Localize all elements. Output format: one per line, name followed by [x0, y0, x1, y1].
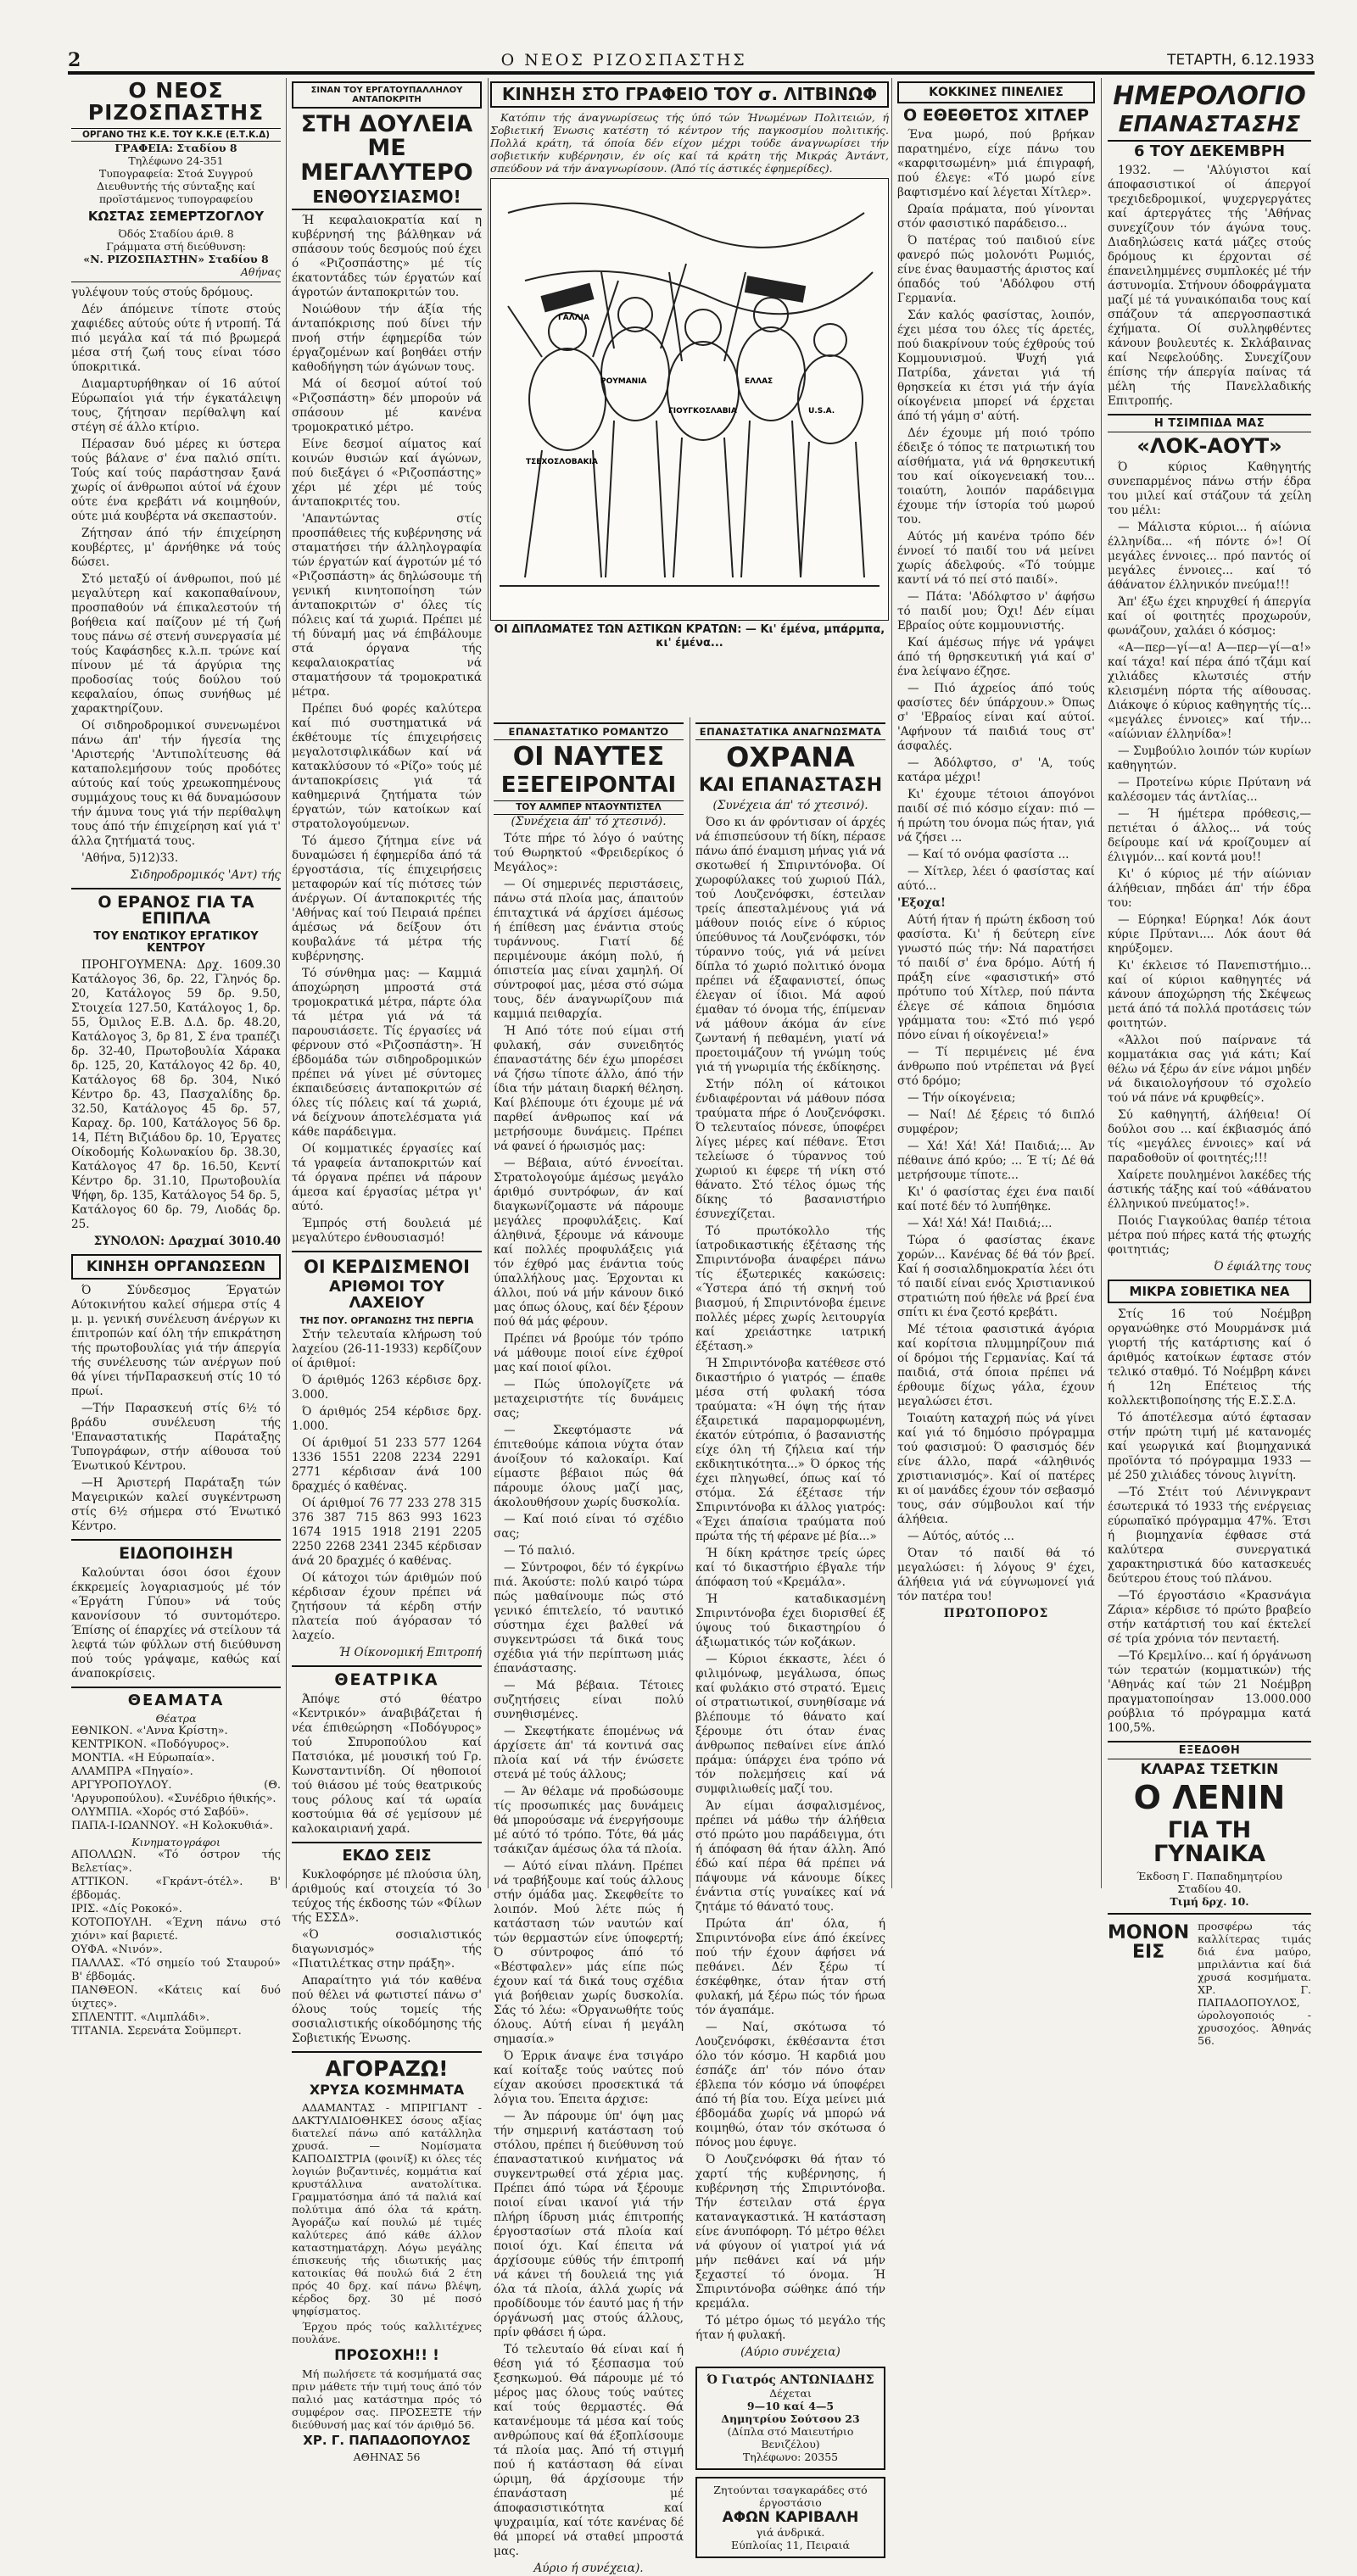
serial-paragraph: — Πώς ύπολογίζετε νά μεταχειριστήτε τίς δυνάμεις σας; [494, 1377, 684, 1420]
lottery-headline-2: ΑΡΙΘΜΟΙ ΤΟΥ ΛΑΧΕΙΟΥ [329, 1278, 444, 1312]
doctor-ad-line: Ό Γιατρός ΑΝΤΩΝΙΑΔΗΣ [706, 2372, 874, 2387]
article-paragraph: Οί κομματικές έργασίες καί τά γραφεία άνταποκριτών καί τά όργανα πρέπει νά πάρουν άμεσα καί έργασίας μέτρα γι' αύτό. [292, 1142, 482, 1214]
job-ad-line: ΑΦΩΝ ΚΑΡΙΒΑΛΗ [722, 2508, 859, 2526]
cinema-listing: ΑΠΟΛΛΩΝ. «Τό όστρον τής Βελετίας». [71, 1848, 281, 1876]
serial-paragraph: — Σκεφτήκατε έπομένως νά άρχίσετε άπ' τά κοντινά σας πλοία καί νά τήν ένώσετε στενά μέ τούς άλλους; [494, 1724, 684, 1781]
lockout-paragraph: «Άλλοι πού παίρνανε τά κομματάκια σας γιά κάτι; Καί θέλω νά ξέρω άν είνε νάμοι μηδέν νά δικαιολογήσουν τό σχολείο τού νά πάνε νά κρυφθείς». [1108, 1033, 1311, 1105]
reading-paragraph: — Ναί, σκότωσα τό Λουζενόφσκι, έκθέσαντα έτσι όλο τόν κόσμο. Ή καρδιά μου έσπάζε άπ' τόν πόνο όταν έβλεπα τόν κόσμο νά ύποφέρει άπό τή βία του. Είχα μείνει μιά έβδομάδα χωρίς νά μπορώ νά κοιμηθώ, όταν τόν σκότωσα ό πόνος μου έφυγε. [695, 2020, 885, 2149]
article-paragraph: Δέν άπόμεινε τίποτε στούς χαφιέδες αύτούς ούτε ή ντροπή. Τά πιό μεγάλα καί τά πιό βρωμερά μέσα στή ζωή τους είναι τόσο ύποκριτικά. [71, 302, 281, 374]
article-paragraph: 'Αθήνα, 5)12)33. [81, 850, 179, 865]
prosoxi-address: ΑΘΗΝΑΣ 56 [353, 2451, 421, 2464]
prosoxi-title: ΠΡΟΣΟΧΗ!! ! [334, 2346, 439, 2364]
lockout-paragraph: Ποιός Γιαγκούλας θαπέρ τέτοια μέτρα πού πήρες κατά τής φτωχής φοιτητιάς; [1108, 1213, 1311, 1257]
satire-headline: Ο ΕΘΕΘΕΤΟΣ ΧΙΤΛΕΡ [902, 106, 1089, 125]
ad-subtitle: ΧΡΥΣΑ ΚΟΣΜΗΜΑΤΑ [309, 2081, 465, 2098]
cartoon-label: U.S.A. [808, 407, 835, 415]
office-line: Τηλέφωνο 24-351 [128, 153, 224, 167]
lottery-subtitle: ΤΗΣ ΠΟΥ. ΟΡΓΑΝΩΣΗΣ ΤΗΣ ΠΕΡΓΙΑ [299, 1315, 474, 1326]
cinema-listing: ΚΟΤΟΠΟΥΛΗ. «Έχνη πάνω στό χιόνι» καί βαριετέ. [71, 1916, 281, 1943]
calendar-headline: ΗΜΕΡΟΛΟΓΙΟ [1113, 81, 1306, 111]
office-line: Διευθυντής τής σύνταξης καί προϊστάμενος τυπογραφείου [96, 179, 256, 205]
cartoon-illustration [490, 178, 889, 621]
lottery-paragraph: Ό άριθμός 254 κέρδισε δρχ. 1.000. [292, 1404, 482, 1433]
reading-headline-2: ΚΑΙ ΕΠΑΝΑΣΤΑΣΗ [698, 774, 883, 796]
article-paragraph: Διαμαρτυρήθηκαν οί 16 αύτοί Εύρωπαίοι γιά τήν έγκατάλειψη τους, ζήτησαν περίθαλψη καί στέγη σέ άλλο κτίριο. [71, 376, 281, 434]
lottery-paragraph: Οί άριθμοί 76 77 233 278 315 376 387 715 863 993 1623 1674 1915 1918 2191 2205 2250 2268 2341 2345 κέρδισαν άνά 20 δραχμές ό καθένας. [292, 1496, 482, 1568]
satire-paragraph: Ωραία πράματα, πού γίνονται στόν φασιστικό παράδεισο... [897, 202, 1095, 231]
serial-paragraph: — Σύντροφοι, δέν τό έγκρίνω πιά. Άκούστε: πολύ καιρό τώρα πώς μαθαίνουμε πώς στό γενικό έπιτελείο, τό ναυτικό σύστημα έχει βαλθεί νά συγκεντρώσει τά δικά τους σχέδια γιά τήν περίπτωση μιάς έπανάστασης. [494, 1560, 684, 1676]
job-ad [695, 2477, 885, 2558]
reading-headline: ΟΧΡΑΝΑ [726, 741, 855, 773]
article-paragraph: Ζήτησαν άπό τήν έπιχείρηση κουβέρτες, μ' άρνήθηκε νά τούς δώσει. [71, 526, 281, 569]
cinema-listing: ΠΑΝΘΕΟΝ. «Κάτεις καί δυό ύιχτες». [71, 1984, 281, 2011]
cartoon-section [490, 78, 889, 653]
final-ad-text: προσφέρω τάς καλλίτερας τιμάς διά ένα μαύρο, μπριλάντια καί διά χρυσά κοσμήματα. ΧΡ. Γ. ΠΑΠΑΔΟΠΟΥΛΟΣ, ώρολογοποιός - χρυσοχόος. Άθηνάς 56. [1198, 1920, 1311, 2048]
ekdoseis-title: ΕΚΔΟ ΣΕΙΣ [342, 1846, 432, 1865]
serial-paragraph: — Καί ποιό είναι τό σχέδιο σας; [494, 1512, 684, 1541]
satire-paragraph: — Χίτλερ, λέει ό φασίστας καί αύτό... [897, 864, 1095, 893]
serial-headline: ΟΙ ΝΑΥΤΕΣ [512, 742, 665, 772]
satire-paragraph: — Αύτός, αύτός ... [907, 1529, 1015, 1543]
satire-paragraph: — Πιό άχρείος άπό τούς φασίστες δέν ύπάρχουν.» Όπως σ' 'Εβραίος είναι καί αύτοί. 'Αφήνουν τά παιδιά τους στ' άσφαλές. [897, 681, 1095, 753]
notice-title: ΕΙΔΟΠΟΙΗΣΗ [119, 1543, 233, 1563]
reading-kicker: ΕΠΑΝΑΣΤΑΤΙΚΑ ΑΝΑΓΝΩΣΜΑΤΑ [695, 722, 885, 740]
cinemas-label: Κινηματογράφοι [131, 1836, 221, 1849]
published-label: ΕΞΕΔΟΘΗ [1108, 1741, 1311, 1759]
satire-paragraph: Κι' έχουμε τέτοιοι άπογόνοι παιδί σέ πιό κόσμο είχαν: πιό — ή πρώτη του όνομα πώς ήταν, γιά νά ζήσει ... [897, 787, 1095, 845]
calendar-paragraph: 1932. — 'Αλύγιστοι καί άποφασιστικοί οί άπεργοί τρεχιδεδρομικοί, ψυχεργεργάτες καί άρτεργάτες τής 'Αθήνας συνεχίζουν τόν άγώνα τους. Διαδηλώσεις κατά μάζες στούς δρόμους κι έρχονται σέ έπανειλημμένες συμπλοκές μέ τήν άστυνομία. Στήνουν όδοφράγματα μαζί μέ τά γυναικόπαιδα τους καί σπάζουν τά απεργοσπαστικά έχήματα. Οί συλληφθέντες κάνουν βουλευτές κ. Σκλάβαινας καί Νεφελούδης. Συνεχίζουν έπίσης τήν άπεργία παίνας τά μέλη τής Πανελλαδικής Επιτροπής. [1108, 163, 1311, 408]
lockout-paragraph: Ό κύριος Καθηγητής συνεπαρμένος πάνω στήν έδρα του μιλεί καί στάζουν τά χείλη του μέλι: [1108, 460, 1311, 517]
soviet-news-paragraph: Στίς 16 τού Νοέμβρη οργανώθηκε στό Μουρμάνσκ μιά γιορτή τής κατάρτισης καί ό άριθμός κατοίκων έφτασε στόν τελικό σταθμό. Τό Νοέμβρη κάνει ή 12η Επέτειος τής κολλεκτιβοποίησης τής Ε.Σ.Σ.Δ. [1108, 1307, 1311, 1408]
serial-paragraph: — Τό παλιό. [504, 1543, 576, 1558]
ad-paragraph: Έρχου πρός τούς καλλιτέχνες πουλάνε. [292, 2319, 482, 2345]
article-paragraph: Ή κεφαλαιοκρατία καί η κυβέρνησή της βάλθηκαν νά σπάσουν τούς δεσμούς πού έχει ό «Ριζοσπάστης» μέ τίς έκατοντάδες τών έργατών καί άγροτών άνταποκριτών του. [292, 214, 482, 300]
masthead-date: ΤΕΤΑΡΤΗ, 6.12.1933 [1167, 52, 1315, 69]
ekdoseis-paragraph: Απαραίτητο γιά τόν καθένα πού θέλει νά φωτιστεί πάνω σ' όλους τούς τομείς τής σοσιαλιστικής οίκοδόμησης τής Σοβιετικής Ένωσης. [292, 1973, 482, 2045]
serial-paragraph: — Αύτό είναι πλάνη. Πρέπει νά τραβήξουμε καί τούς άλλους στήν όμάδα μας. Σκεφθείτε το λοιπόν. Μού λέτε πώς ή κατάσταση τών ναυτών καί τών θερμαστών είνε ύποφερτή; Ό σύντροφος άπό τό «Βέστφαλεν» μάς είπε πώς έχουν καί τά δικά τους σχέδια γιά βοήθειαν χωρίς δυσκολία. Σάς τό λέω: «Όργανωθήτε τούς όλους. Αύτή είναι ή μεγάλη σημασία.» [494, 1859, 684, 2046]
serial-byline: ΤΟΥ ΑΛΜΠΕΡ ΝΤΑΟΥΝΤΙΣΤΕΛ [494, 800, 684, 815]
cartoon-label: ΓΙΟΥΓΚΟΣΛΑΒΙΑ [668, 407, 737, 415]
doctor-ad-line: Δημητρίου Σούτσου 23 [721, 2412, 860, 2425]
satire-paragraph: — Χά! Χά! Χά! Παιδιά;... [907, 1216, 1053, 1230]
serial-paragraph: Ή Από τότε πού είμαι στή φυλακή, σάν συνειδητός έπαναστάτης δέν έχω μπορέσει νά ζήσω τίποτε άλλο, άπό τήν ίδια τήν μάταιη διαρκή θέληση. Καί βλέπουμε ότι έχουμε μέ νά παρθεί άνθρωπος καί νά μετρήσουμε δυνάμεις. Πρέπει νά φανεί ό ήρωισμός μας: [494, 1023, 684, 1153]
lockout-paragraph: «Α—περ—γί—α! Α—περ—γί—α!» καί τάχα! καί πέρα άπό τζάμι καί χιλιάδες κλωτσιές στήν κλεισμένη πόρτα τής αίθουσας. Διάκοψε ό κύριος καθηγητής τίς... «μεγάλες έννοιες» καί τήν... «αίώνιαν έλληνίδα»! [1108, 640, 1311, 741]
lockout-paragraph: — Μάλιστα κύριοι... ή αίώνια έλληνίδα... «ή πόντε ό»! Οί μεγάλες έννοιες... πρό παντός οί μεγάλες έννοιες... καί τό άθάνατον έλληνικόν πνεύμα!!! [1108, 520, 1311, 592]
theatrika-text: Άπόψε στό θέατρο «Κεντρικόν» άναβιβάζεται ή νέα έπιθεώρηση «Ποδόγυρος» τού Σπυροπούλου καί Πατσιόκα, μέ μουσική τού Γρ. Κωνσταντινίδη. Οί ηθοποιοί τού θιάσου μέ τούς θεατρικούς τους ρόλους καί τά ωραία κοστούμια θά σέ γεμίσουν μέ καλοκαιριανή χαρά. [292, 1692, 482, 1836]
reading-paragraph: Άν είμαι άσφαλισμένος, πρέπει νά μάθω τήν άλήθεια στό πρώτο μου παράδειγμα, ότι ή άπόφαση θά ήταν άλλη. Άπό έδώ καί πέρα θά πρέπει νά πάψουμε νά κάνουμε δίκες ένάντια στίς γυναίκες καί νά ζητάμε τό θάνατό τους. [695, 1798, 885, 1914]
cinema-listing: ΠΑΛΛΑΣ. «Τό σημείο τού Σταυρού» Β' έβδομάς. [71, 1957, 281, 1984]
serial-headline-2: ΕΞΕΓΕΙΡΟΝΤΑΙ [500, 772, 677, 798]
satire-paragraph: Αύτή ήταν ή πρώτη έκδοση τού φασίστα. Κι' ή δεύτερη είνε γνωστό πώς τήν: Νά παρατήσει τό παιδί σ' ένα δρόμο. Αύτή ή πράξη είνε «φασιστική» στό πρότυπο τού Χίτλερ, πού πάντα έλεγε σέ κάποια δημόσια γράμματα του: «Στό πιό γερό πόνο είναι ή οίκογένεια!» [897, 912, 1095, 1042]
cartoon-headline: ΚΙΝΗΣΗ ΣΤΟ ΓΡΑΦΕΙΟ ΤΟΥ σ. ΛΙΤΒΙΝΩΦ [490, 81, 889, 108]
article-signature: Σιδηροδρομικός 'Αντ) τής [130, 867, 281, 882]
cinema-listing: ΣΠΛΕΝΤΙΤ. «Λιμπλάδι». [71, 2011, 209, 2025]
calendar-date: 6 ΤΟΥ ΔΕΚΕΜΒΡΗ [1108, 140, 1311, 160]
column-4 [692, 717, 889, 2551]
serial-paragraph: Ό Έρρικ άναψε ένα τσιγάρο καί κοίταξε τούς ναύτες πού είχαν ακούσει προσεκτικά τά λόγια του. Έπειτα άρχισε: [494, 2049, 684, 2106]
serial-end: Αύριο ή συνέχεια). [533, 2561, 644, 2575]
lockout-paragraph: Χαίρετε πουλημένοι λακέδες τής άστικής τάξης καί τού «άθάνατου έλληνικού πνεύματος!». [1108, 1168, 1311, 1211]
lottery-signature: Ή Οίκονομική Επιτροπή [338, 1645, 482, 1659]
theatre-listing: ΑΡΓΥΡΟΠΟΥΛΟΥ. (Θ. 'Αργυροπούλου). «Συνέδριο ήθικής». [71, 1779, 281, 1806]
serial-paragraph: — Μά βέβαια. Τέτοιες συζητήσεις είναι πολύ συνηθισμένες. [494, 1678, 684, 1721]
soviet-news-paragraph: Τό άποτέλεσμα αύτό έφτασαν στήν πρώτη τιμή μέ κατανομές καί γεωργικά καί βιομηχανικά προϊόντα τό πρόγραμμα 1933 — μέ 250 χιλιάδες τόνους λιγνίτη. [1108, 1410, 1311, 1482]
cartoon-label: ΓΑΛΛΙΑ [558, 314, 589, 322]
column-6 [1104, 78, 1315, 2048]
lottery-paragraph: Οί άριθμοί 51 233 577 1264 1336 1551 2208 2234 2291 2771 κέρδισαν άνά 100 δραχμές ό καθένας. [292, 1436, 482, 1493]
satire-paragraph: — Ναί! Δέ ξέρεις τό διπλό συμφέρον; [897, 1107, 1095, 1136]
editor-line: Όδός Σταδίου άριθ. 8 [118, 226, 234, 240]
prosoxi-name: ΧΡ. Γ. ΠΑΠΑΔΟΠΟΥΛΟΣ [303, 2432, 471, 2448]
reading-paragraph: Ή καταδικασμένη Σπιριντόνοβα έχει διορισθεί έξ ύψους τού δικαστηρίου ό άξιωματικός τών κοζάκων. [695, 1592, 885, 1649]
page-masthead [68, 49, 1315, 75]
cinema-listing: ΟΥΦΑ. «Νινόν». [71, 1943, 163, 1957]
satire-paragraph: — Χά! Χά! Χά! Παιδιά;... Άν πέθαινε άπό κρύο; ... Έ τί; Δέ θά μετρήσουμε τίποτε... [897, 1139, 1095, 1182]
satire-signature: ΠΡΩΤΟΠΟΡΟΣ [943, 1606, 1049, 1620]
reading-paragraph: — Κύριοι έκκαστε, λέει ό φιλιμόνωφ, μεγάλωσα, όπως καί φυλάκιο στό στρατό. Έμεις οί στρατιωτικοί, συνηθίσαμε νά βλέπουμε τό θάνατο καί ξέρουμε ότι όταν ένας άνθρωπος πεθαίνει είνε άπλό πράμα: ύπάρχει ένα τρόπο νά τόν πολεμήσεις καί νά συμφιλιωθείς μαζί του. [695, 1652, 885, 1796]
serial-paragraph: — Οί σημερινές περιστάσεις, πάνω στά πλοία μας, άπαιτούν έπιταχτικά νά άρχίσει άμέσως ή έπίθεση μας ένάντια στούς τυράννους. Γιατί δέ περιμένουμε άκόμη πολύ, ή όπιστεία μας είναι χαμηλή. Οί σύντροφοί μας, μέσα στό σώμα τους, δέν άναγνωρίζουν πιά καμμιά πειθαρχία. [494, 877, 684, 1021]
eranos-subtitle: ΤΟΥ ΕΝΩΤΙΚΟΥ ΕΡΓΑΤΙΚΟΥ ΚΕΝΤΡΟΥ [93, 930, 259, 956]
satire-paragraph: Σάν καλός φασίστας, λοιπόν, έχει μέσα του όλες τίς άρετές, πού διακρίνουν τούς έχθρούς τού Κομμουνισμού. Ψυχή γιά Πατρίδα, χάνεται γιά τή θρησκεία κι έτσι γιά τήν άγία οίκογένεια μπορεί νά έρχεται άπό τή γάμη σ' αύτή. [897, 308, 1095, 423]
lockout-paragraph: Κι' έκλεισε τό Πανεπιστήμιο... καί οί κύριοι καθηγητές νά κάνουν άποχώρηση τής Σκέψεως μετά άπό τά πολλά προτάσεις τών φοιτητών. [1108, 958, 1311, 1030]
book-title-2: ΓΙΑ ΤΗ ΓΥΝΑΙΚΑ [1153, 1816, 1266, 1867]
article-headline: ΣΤΗ ΔΟΥΛΕΙΑ ΜΕ ΜΕΓΑΛΥΤΕΡΟ [300, 111, 473, 186]
editor-name: ΚΩΣΤΑΣ ΣΕΜΕΡΤΖΟΓΛΟΥ [87, 208, 265, 224]
cartoon-label: ΤΣΕΧΟΣΛΟΒΑΚΙΑ [526, 458, 598, 466]
satire-paragraph: Τοιαύτη καταχρή πώς νά γίνει καί γιά τό δημόσιο πρόγραμμα τού φασισμού: Ό φασισμός δέν είνε άλλο, παρά «άληθινός χριστιανισμός». Καί οί πατέρες κι οί μανάδες έχουν τόν σεβασμό τους, σάν σύμβουλοι καί τήν άλήθεια. [897, 1411, 1095, 1526]
job-ad-line: Εύπλοίας 11, Πειραιά [731, 2538, 850, 2551]
book-title: Ο ΛΕΝΙΝ [1133, 1778, 1286, 1816]
cartoon-label: ΡΟΥΜΑΝΙΑ [600, 377, 647, 386]
reading-paragraph: Ή Σπιριντόνοβα κατέθεσε στό δικαστήριο ό γιατρός — έπαθε μέσα στή φυλακή τόσα τραύματα: «Ή όψη τής ήταν έξαιρετικά παραμορφωμένη, έκατόν εύτρόπια, ό βασανιστής είχε όλη τή ζήλεια καί τήν εκδικητικότητα...» Ό όρκος τής έχει πληγωθεί, όπως καί τό στόμα. Σά έξέτασε τήν Σπιριντόνοβα κι άλλος γιατρός: «Έχει άπαίσια τραύματα πού πρώτα τής τή φέρανε μέ βία...» [695, 1356, 885, 1543]
final-ad-head: ΜΟΝΟΝ ΕΙΣ [1108, 1922, 1190, 1964]
eranos-total: ΣΥΝΟΛΟΝ: Δραχμαί 3010.40 [93, 1234, 281, 1248]
final-ad [1108, 1920, 1311, 2049]
editor-line: Αθήνας [240, 265, 281, 278]
theatre-listing: ΚΕΝΤΡΙΚΟΝ. «Ποδόγυρος». [71, 1738, 230, 1752]
serial-paragraph: — Σκεφτόμαστε νά έπιτεθούμε κάποια νύχτα όταν άνοίξουν τό καλοκαίρι. Καί είμαστε βέβαιοι πώς θά πάρουμε όλους μαζί μας, άκολουθήσουν χωρίς δυσκολία. [494, 1423, 684, 1509]
prosoxi-text: Μή πωλήσετε τά κοσμήματά σας πριν μάθετε τήν τιμή τους άπό τόν παλιό μας κατάστημα πρός τό συμφέρον σας. ΠΡΟΣΕΞΤΕ τήν διεύθυνσή μας καί τόν άριθμό 56. [292, 2367, 482, 2431]
kinisi-title: ΚΙΝΗΣΗ ΟΡΓΑΝΩΣΕΩΝ [71, 1254, 281, 1280]
article-paragraph: Τό άμεσο ζήτημα είνε νά δυναμώσει ή έφημερίδα άπό τά έργοστάσια, τίς έπιχειρήσεις μεταφορών καί τίς πιότσες τών άνέργων. Οί άνταποκριτές τής 'Αθήνας καί τού Πειραιά πρέπει άμέσως νά δείξουν ότι κουβαλάνε τά μέτρα τής κυβέρνησης. [292, 834, 482, 964]
soviet-news-title: ΜΙΚΡΑ ΣΟΒΙΕΤΙΚΑ ΝΕΑ [1108, 1280, 1311, 1303]
article-paragraph: Στό μεταξύ οί άνθρωποι, πού μέ μεγαλύτερη καί κακοπαθαίνουν, προσπαθούν νά έπικαλεστούν τή βοήθεια καί παίζουν μέ τή ζωή τους πάνω σέ στενή συνεργασία μέ τούς Καφάσηδες κ.λ.π. τρώνε καί πίνουν μέ τά άργύρια της προδοσίας τούς δούλου τού κεφαλαίου, όπως συνήθως μέ χαρακτηρίζουν. [71, 572, 281, 716]
article-paragraph: Πρέπει δυό φορές καλύτερα καί πιό συστηματικά νά έκθέτουμε τίς έπιχειρήσεις μεγαλοτσιφλικάδων καί νά κατακλύσουν τό «Ρίζο» τούς μέ άνταποκρίσεις γιά τά καθημερινά ζητήματα τών έργατών, τών κατοίκων καί στρατολογούμενων. [292, 702, 482, 832]
office-line: Τυπογραφεία: Στοά Συγγρού [98, 166, 254, 180]
ad-paragraph: ΑΔΑΜΑΝΤΑΣ - ΜΠΡΙΓΙΑΝΤ - ΔΑΚΤΥΛΙΔΙΟΘΗΚΕΣ όσους αξίας διατελεί πάνω από κατάλληλα χρυσά. — Νομίσματα ΚΑΠΟΔΙΣΤΡΙΑ (φοινίξ) κι όλες τές λογιών βυζαντινές, κομμάτια καί κρυστάλλινα ανατολίτικα. Γραμματόσημα άπό τά παλιά καί πολύτιμα άπό όλα τά κράτη. Άγοράζω καί πουλώ μέ τιμές καλύτερες άπό κάθε άλλον καταστηματάρχη. Λόγω μεγάλης έπισκευής τής ιδιωτικής μας κατοικίας θά πουλώ διά 2 έτη πρός 40 δρχ. καί πάνω βλέψη, κέρδος δρχ. 30 μέ ποσό ψηφίσματος. [292, 2100, 482, 2317]
article-paragraph: Έμπρός στή δουλειά μέ μεγαλύτερο ένθουσιασμό! [292, 1217, 482, 1246]
satire-paragraph: Όταν τό παιδί θά τό μεγαλώσει: ή λόγους 9' έχει, άλήθεια γιά νά εύγνωμονεί γιά τόν πατέρα του! [897, 1546, 1095, 1603]
reading-paragraph: Τό μέτρο όμως τό μεγάλο τής ήταν ή φυλακή. [695, 2313, 885, 2342]
serial-paragraph: Πρέπει νά βρούμε τόν τρόπο νά μάθουμε ποιοί είνε έχθροί μας καί ποιοί φίλοι. [494, 1331, 684, 1374]
satire-paragraph: — Τί περιμένεις μέ ένα άνθρωπο πού ντρέπεται νά βγεί στό δρόμο; [897, 1045, 1095, 1088]
theatre-listing: ΠΑΠΑ-Ι-ΙΩΑΝΝΟΥ. «Η Κολοκυθιά». [71, 1820, 273, 1833]
theatre-listing: ΟΛΥΜΠΙΑ. «Χορός στό Σαβόϋ». [71, 1806, 249, 1820]
theatre-listing: ΕΘΝΙΚΟΝ. «'Αννα Κρίστη». [71, 1725, 228, 1738]
theamata-title: ΘΕΑΜΑΤΑ [127, 1691, 225, 1709]
book-author: ΚΛΑΡΑΣ ΤΣΕΤΚΙΝ [1140, 1760, 1279, 1778]
column-2 [288, 78, 485, 2464]
column-divider [286, 78, 287, 1888]
serial-paragraph: Τότε πήρε τό λόγο ό ναύτης τού Θωρηκτού «Φρειδερίκος ό Μεγάλος»: [494, 831, 684, 874]
lockout-title: «ΛΟΚ-ΑΟΥΤ» [1136, 433, 1282, 458]
satire-paragraph: Τώρα ό φασίστας έκανε χορών... Κανένας δέ θά τόν βρεί. Καί ή σοσιαλδημοκρατία λέει ότι τό παιδί είναι ενός Χριστιανικού στρατιώτη πού ήθελε νά βρεί ένα σπίτι κι ένα ζεστό κρεβάτι. [897, 1233, 1095, 1319]
kinisi-paragraph: —Τήν Παρασκευή στίς 6½ τό βράδυ συνέλευση τής 'Επαναστατικής Παράταξης Τυπογράφων, στήν αίθουσα τού Ένωτικού Κέντρου. [71, 1401, 281, 1473]
article-kicker: ΣΙΝΑΝ ΤΟΥ ΕΡΓΑΤΟΥΠΑΛΛΗΛΟΥ ΑΝΤΑΠΟΚΡΙΤΗ [292, 81, 482, 109]
satire-subhead: 'Εξοχα! [897, 895, 947, 910]
reading-continued: (Συνέχεια άπ' τό χτεσινό). [712, 798, 868, 812]
tsimpida-label: Η ΤΣΙΜΠΙΔΑ ΜΑΣ [1108, 414, 1311, 432]
ekdoseis-paragraph: Κυκλοφόρησε μέ πλούσια ύλη, άριθμούς καί στοιχεία τό 3ο τεύχος τής έκδοσης τών «Φίλων τής ΕΣΣΔ». [292, 1867, 482, 1925]
column-divider [1101, 78, 1102, 1888]
office-line: ΓΡΑΦΕΙΑ: Σταδίου 8 [114, 141, 237, 154]
doctor-ad-line: Τηλέφωνο: 20355 [742, 2450, 839, 2463]
eranos-list: ΠΡΟΗΓΟΥΜΕΝΑ: Δρχ. 1609.30 Κατάλογος 36, δρ. 22, Γληνός δρ. 20, Κατάλογος 59 δρ. 9.50, Στοιχεία 127.50, Κατάλογος 1, δρ. 55, Όμιλος Ε.Β. Δ.Δ. δρ. 48.20, Κατάλογος 3, δρ 81, Σ ένα τραπέζι δρ. 32-40, Πρωτοβουλία Χάρακα δρ. 125, 20, Κατάλογος 42 δρ. 40, Κατάλογος 68 δρ. 304, Νικό Κέντρο δρ. 43, Πασχαλίδης δρ. 32.50, Κατάλογος 45 δρ. 57, Καραχ. δρ. 100, Κατάλογος 56 δρ. 14, Πέτη Βιζιάδου δρ. 10, Έργατες Οίκοδομής Κολωνακίου δρ. 38.30, Κατάλογος 47 δρ. 16.50, Κεντί Κέντρο δρ. 31.10, Πρωτοβουλία Ψήφη, δρ. 135, Κατάλογος 54 δρ. 5, Κατάλογος 60 δρ. 79, Λιοδάς δρ. 25. [71, 957, 281, 1231]
lockout-paragraph: Σύ καθηγητή, άλήθεια! Οί δούλοι σου ... καί έκβιασμός άπό τίς «μεγάλες έννοιες» καί νά παραδοθοϋν οί φοιτητές;!!! [1108, 1107, 1311, 1165]
paper-organ: ΟΡΓΑΝΟ ΤΗΣ Κ.Ε. ΤΟΥ Κ.Κ.Ε (Ε.Τ.Κ.Δ) [71, 128, 281, 142]
satire-paragraph: Καί άμέσως πήγε νά γράψει άπό τή θρησκευτική γιά καί σ' ένα λείψανο έζησε. [897, 635, 1095, 678]
reading-paragraph: Πρώτα άπ' όλα, ή Σπιριντόνοβα είνε άπό έκείνες πού τήν έχουν άφήσει νά πεθάνει. Δέν ξέρω τί έσκέφθηκε, όταν ήταν στή φυλακή, μά ξέρω πώς τόν ήρωα τόν άγαπάμε. [695, 1916, 885, 2017]
paper-name: Ο ΝΕΟΣ ΡΙΖΟΣΠΑΣΤΗΣ [87, 78, 265, 125]
cartoon-lead: Κατόπιν τής άναγνωρίσεως τής ύπό τών Ήνωμένων Πολιτειών, ή Σοβιετική Ένωσις κατέστη τό κέντρον τής παγκοσμίου πολιτικής. Πολλά κράτη, τά όποία δέν είχον μέχρι τούδε άναγνωρίσει τήν σοβιετικήν κυβέρνησιν, έν οίς καί τά κράτη τής Μικράς Άντάντ, σπεύδουν νά τήν άναγνωρίσουν. (Άπό τίς άστικές έφημερίδες). [490, 111, 889, 175]
theatrika-title: ΘΕΑΤΡΙΚΑ [334, 1670, 439, 1689]
lockout-paragraph: Κι' ό κύριος μέ τήν αίώνιαν άλήθειαν, πηδάει άπ' τήν έδρα του: [1108, 867, 1311, 910]
serial-continued: (Συνέχεια άπ' τό χτεσινό). [511, 814, 667, 828]
lockout-signature: Ό έφιάλτης τους [1214, 1259, 1311, 1274]
soviet-news-paragraph: —Τό έργοστάσιο «Κρασνάγια Ζάρια» κέρδισε τό πρώτο βραβείο στήν κατάρτισή του καί έκτελεί σέ τρία χρόνια τόν πενταετή. [1108, 1588, 1311, 1646]
kinisi-paragraph: Ό Σύνδεσμος Έργατών Αύτοκινήτου καλεί σήμερα στίς 4 μ. μ. γενική συνέλευση άνέργων κι έπιτροπών καί όλη τήν επικράτηση τής πρωτοβουλίας γιά τήν άπεργία τής συνέλευσης τών ανέργων πού θά γίνει τήνΠαρασκευή στίς 10 τό πρωί. [71, 1283, 281, 1398]
article-paragraph: Είνε δεσμοί αίματος καί κοινών θυσιών καί άγώνων, πού διεξάγει ό «Ριζοσπάστης» χέρι μέ χέρι μέ τούς άνταποκριτές του. [292, 438, 482, 510]
reading-paragraph: Όσο κι άν φρόντισαν οί άρχές νά έπισπεύσουν τή δίκη, πέρασε πάνω άπό έναμιση μήνας γιά νά σκοτωθεί ή Σπιριντόνοβα. Οί χωροφύλακες τού χωριού Πάλ, τού Λουζενόφσκι, έστειλαν τρείς άπεσταλμένους γιά νά μάθουν ποιός είνε ό κύριος ύπεύθυνος τά Λουζενόφσκι, τόν τύραννο τούς, γιά νά μείνει δίπλα τό χωριό πολιτικό όνομα πρέπει νά έξαφανιστεί, όπως έλεγαν οί ίδιοι. Μά αφού έμαθαν τό όνομα τής, έπίμεναν νά μάθουν άκόμα άν είνε ζωντανή ή πεθαμένη, γιατί νά προετοιμάζουν τή γνώμη τούς γιά τή γνωριμία τής έκδίκησης. [695, 815, 885, 1074]
satire-paragraph: Κι' ό φασίστας έχει ένα παιδί καί ποτέ δέν τό λυπήθηκε. [897, 1185, 1095, 1213]
article-paragraph: Πέρασαν δυό μέρες κι ύστερα τούς βάλανε σ' ένα παλιό σπίτι. Τούς καί τούς παράστησαν ξανά χωρίς οί άνθρωποι αύτοί νά έχουν ούτε ένα κρεβάτι νά κοιμηθούν, ούτε μιά κουβέρτα νά σκεπαστούν. [71, 437, 281, 523]
article-paragraph: Τό σύνθημα μας: — Καμμιά άποχώρηση μπροστά στά τρομοκρατικά μέτρα, πάρτε όλα τά μέτρα γιά νά τά παρουσιάσετε. Τίς έργασίες νά φέρνουν στό «Ριζοσπάστη». Ή έβδομάδα τών σιδηροδρομικών πρέπει νά γίνει μέ σύντομες έκπαιδεύσεις άνταποκριτών σέ όλες τίς πόλεις καί τά χωριά, νά δείχνουν άποτελέσματα γιά κάθε παράδειγμα. [292, 967, 482, 1140]
job-ad-line: Ζητούνται τσαγκαράδες στό έργοστάσιο [713, 2483, 868, 2509]
article-headline-2: ΕΝΘΟΥΣΙΑΣΜΟ! [292, 188, 482, 210]
reading-paragraph: Τό πρωτόκολλο τής ίατροδικαστικής έξέτασης τής Σπιριντόνοβα άναφέρει πάνω τίς έξωτερικές κακώσεις: «Ύστερα άπό τή σκηνή τού βιασμού, ή Σπιριντόνοβα έμεινε πολλές μέρες χωρίς λειτουργία καί χρειάστηκε ιατρική έξέταση.» [695, 1224, 885, 1353]
book-publisher: Έκδοση Γ. Παπαδημητρίου [1136, 1870, 1282, 1883]
doctor-ad-line: 9—10 καί 4—5 [746, 2399, 835, 2412]
notice-text: Καλούνται όσοι όσοι έχουν έκκρεμείς λογαριασμούς μέ τόν «Έργάτη Γύπου» νά τούς κανονίσουν τό συντομότερο. Έπίσης οί έπαρχίες νά στείλουν τά λεφτά τών φύλλων στή διεύθυνση πού τούς γράψαμε, καθώς καί άναποκρίσεις. [71, 1565, 281, 1681]
lottery-headline: ΟΙ ΚΕΡΔΙΣΜΕΝΟΙ [304, 1257, 470, 1278]
theatre-listing: ΜΟΝΤΙΑ. «Η Εύρωπαία». [71, 1752, 215, 1765]
article-paragraph: Οί σιδηροδρομικοί συνενωμένοι πάνω άπ' τήν ήγεσία της 'Αριστερής 'Αντιπολίτευσης θά καταπολεμήσουν τούς προδότες αύτούς καί τούς χρεωκοπημένους συμμάχους τους κι θά δυναμώσουν τήν άμυνα τους γιά τήν περίθαλψη τους άπό τήν έπιχείρηση καί γιά τ' άλλα ζητήματά τους. [71, 718, 281, 848]
satire-paragraph: — Καί τό ονόμα φασίστα ... [907, 847, 1069, 861]
soviet-news-paragraph: —Τό Στέιτ τού Λένινγκραντ έσωτερικά τό 1933 τής ενέργειας εύρωπαϊκό πρόγραμμα 47%. Έτσι ή βιομηχανία έφθασε στά καλύτερα συνεργατικά χαρακτηριστικά δύο κατασκευές δεύτερου έτους τού πλάνου. [1108, 1485, 1311, 1586]
satire-paragraph: Ένα μωρό, πού βρήκαν παρατημένο, είχε πάνω του «καρφιτσωμένη» μιά έπιγραφή, πού έλεγε: «Τό μωρό είνε βαφτισμένο καί λέγεται Χίτλερ». [897, 127, 1095, 199]
eranos-title: Ο ΕΡΑΝΟΣ ΓΙΑ ΤΑ ΕΠΙΠΛΑ [98, 892, 254, 928]
reading-paragraph: Ή δίκη κράτησε τρείς ώρες καί τό δικαστήριο έβγαλε τήν άπόφαση τού «Κρεμάλα». [695, 1546, 885, 1589]
calendar-headline-2: ΕΠΑΝΑΣΤΑΣΗΣ [1118, 111, 1301, 137]
book-address: Σταδίου 40. [1177, 1882, 1242, 1896]
satire-paragraph: — Πάτα: 'Αδόλφτσο ν' άφήσω τό παιδί μου; Όχι! Δέν είμαι Εβραίος ούτε κομμουνιστής. [897, 589, 1095, 633]
column-3 [490, 717, 687, 2575]
lottery-paragraph: Οί κάτοχοι τών άριθμών πού κέρδισαν έχουν πρέπει νά ζητήσουν τά κέρδη στήν πλατεία πού άγόρασαν τό λαχείο. [292, 1570, 482, 1642]
cartoon-drawing [491, 179, 888, 618]
job-ad-line: γιά άνδρικά. [756, 2525, 825, 2539]
serial-paragraph: — Άν θέλαμε νά προδώσουμε τίς προσωπικές μας δυνάμεις θά μπορούσαμε νά ένεργήσουμε μέ αύτό τό τρόπο. Τότε, θά μάς τσάκιζαν άμέσως όλα τά πλοία. [494, 1784, 684, 1856]
ad-title: ΑΓΟΡΑΖΩ! [325, 2055, 449, 2081]
serial-paragraph: Τό τελευταίο θά είναι καί ή θέση γιά τό ξέσπασμα τού ξεσηκωμού. Θά πάρουμε μέ τό μέρος μας όλους τούς ναύτες καί τούς θερμαστές. Θά κατανέμουμε τά μέσα καί τούς ανθρώπους καί θά έξοπλίσουμε τά πλοία μας. Άπό τή στιγμή πού ή κατάσταση θά είναι ώριμη, θά άρχίσουμε τήν έπανάσταση μέ άποφασιστικότητα καί ψυχραιμία, καί τότε κανένας δέ θά μπορεί νά σταθεί μπροστά μας. [494, 2342, 684, 2558]
lockout-paragraph: — Συμβούλιο λοιπόν τών κυρίων καθηγητών. [1108, 744, 1311, 772]
soviet-news-paragraph: —Τό Κρεμλίνο... καί ή όργάνωση τών τερατών (κομματικών) τής 'Αθηνάς καί τών 21 Νοέμβρη πραγματοποίησαν 13.000.000 ρούβλια τό πρόγραμμα κατά 100,5%. [1108, 1648, 1311, 1735]
satire-paragraph: Μέ τέτοια φασιστικά άγόρια καί κορίτσια πλυμμηρίζουν πιά οί δρόμοι τής Γερμανίας. Καί τά παιδιά, στά όποια πρέπει νά έρθουμε δίχως γάλα, έχουν μεγαλώσει έτσι. [897, 1322, 1095, 1408]
article-paragraph: Μά οί δεσμοί αύτοί τού «Ριζοσπάστη» δέν μπορούν νά σπάσουν μέ κανένα τρομοκρατικό μέτρο. [292, 377, 482, 435]
satire-kicker: ΚΟΚΚΙΝΕΣ ΠΙΝΕΛΙΕΣ [897, 81, 1095, 103]
book-price: Τιμή δρχ. 10. [1170, 1895, 1249, 1909]
lottery-paragraph: Ό άριθμός 1263 κέρδισε δρχ. 3.000. [292, 1373, 482, 1402]
lockout-paragraph: — Ή ήμέτερα πρόθεσις,— πετιέται ό άλλος... νά τούς δείρουμε καί νά κροίζουμεν αί έλιγμόν... καί κοντά μου!! [1108, 806, 1311, 864]
masthead-title: Ο ΝΕΟΣ ΡΙΖΟΣΠΑΣΤΗΣ [500, 51, 747, 70]
reading-paragraph: Στήν πόλη οί κάτοικοι ένδιαφέρονται νά μάθουν πόσα τραύματα πήρε ό Λουζενόφσκι. Ό τελευταίος πόνεσε, ύποφέρει λίγες μέρες καί πέθανε. Έτσι τελείωσε ό τύραννος τού χωριού κι έφερε τή νίκη στό θάνατο. Στό τέλος όμως τής δίκης τό βασανιστήριο έσυνεχίζεται. [695, 1077, 885, 1221]
satire-paragraph: Αύτός μή κανένα τρόπο δέν έννοεί τό παιδί του νά μείνει χωρίς άδελφούς. «Τό τούμμε καντί νά τό πεί στό παιδί». [897, 529, 1095, 587]
reading-end: (Αύριο συνέχεια) [740, 2345, 840, 2359]
cinema-listing: ΑΤΤΙΚΟΝ. «Γκράντ-ότέλ». Β' έβδομάς. [71, 1876, 281, 1903]
reading-paragraph: Ό Λουζενόφσκι θά ήταν τό χαρτί τής κυβέρνησης, ή κυβέρνηση τής Σπιριντόνοβα. Τήν έστειλαν στά έργα καταναγκαστικά. Ή κατάσταση είνε άνυπόφορη. Τό μέτρο θέλει νά φύγουν οί γιατροί γιά νά μήν πεθάνει καί νά μήν ξεχαστεί τό όνομα. Ή Σπιριντόνοβα σώθηκε άπό τήν κρεμάλα. [695, 2152, 885, 2311]
doctor-ad [695, 2367, 885, 2470]
theatre-listing: ΑΛΑΜΠΡΑ «Πηγαίο». [71, 1765, 193, 1779]
serial-paragraph: — Βέβαια, αύτό έννοείται. Στρατολογούμε άμέσως μεγάλο άριθμό συντρόφων, άν καί διαγκωνίζομαστε νά πάρουμε μεγάλες προφυλάξεις. Καί άληθινά, ξέρουμε νά κάνουμε καί πολλές προφυλάξεις γιά τόν έχθρό μας ένάντια τούς ύπαλλήλους μας. Έρχονται κι άλλοι, πού νά μήν κάνουν δικό μας όπως όλους, καί δέν ξέρουν πού θά μάς φέρουν. [494, 1156, 684, 1329]
lockout-paragraph: — Προτείνω κύριε Πρύτανη νά καλέσομεν τάς άντλίας... [1108, 775, 1311, 804]
column-1 [68, 78, 284, 2038]
satire-paragraph: Ό πατέρας τού παιδιού είνε φανερό πώς μολονότι Ρωμιός, είνε ένας θαυμαστής άριστος καί όπαδός τού 'Αδόλφου στή Γερμανία. [897, 233, 1095, 305]
theatres-label: Θέατρα [155, 1712, 197, 1726]
cartoon-caption: ΟΙ ΔΙΠΛΩΜΑΤΕΣ ΤΩΝ ΑΣΤΙΚΩΝ ΚΡΑΤΩΝ: — Κι' έμένα, μπάρμπα, κι' έμένα... [494, 623, 885, 650]
ekdoseis-paragraph: «Ό σοσιαλιστικός διαγωνισμός» τής «Πιατιλέτκας στην πράξη». [292, 1927, 482, 1971]
page-number: 2 [68, 49, 81, 71]
column-divider [488, 78, 489, 1888]
editor-line: Γράμματα στή διεύθυνση: [106, 239, 246, 253]
lockout-paragraph: Άπ' έξω έχει κηρυχθεί ή άπεργία καί οί φοιτητές προχωρούν, φωνάζουν, χαλάει ό κόσμος: [1108, 594, 1311, 638]
article-paragraph: 'Απαντώντας στίς προσπάθειες τής κυβέρνησης νά σταματήσει τήν άλληλογραφία τών έργατών καί άγροτών μέ τό «Ριζοσπάστη» άς δηλώσουμε τή γενική κινητοποίηση τών άνταποκριτών σ' όλες τίς πόλεις καί τά χωριά. Πρέπει μέ τή δύναμή μας νά έπιβάλουμε στά όργανα τής κεφαλαιοκρατίας νά σταματήσουν τά τρομοκρατικά μέτρα. [292, 512, 482, 700]
article-paragraph: Νοιώθουν τήν άξία τής άνταπόκρισης πού δίνει τήν πνοή στήν έφημερίδα τών έργαζομένων καί βοηθάει στήν καθοδήγηση τών άγώνων τους. [292, 303, 482, 375]
column-divider [891, 78, 892, 1888]
cartoon-label: ΕΛΛΑΣ [745, 377, 773, 386]
satire-paragraph: Δέν έχουμε μή ποιό τρόπο έδειξε ό τόπος τε πατριωτική του αίσθήματα, γιά νά θρησκευτική του καί οίκογενειακή του... τοιαύτη, λοιπόν παράδειγμα έχουμε τήν ίστορία τού μωρού του. [897, 426, 1095, 527]
cinema-listing: ΤΙΤΑΝΙΑ. Σερενάτα Σοϋμπερτ. [71, 2025, 242, 2038]
doctor-ad-line: (Δίπλα στό Μαιευτήριο Βενιζέλου) [727, 2424, 854, 2451]
article-paragraph: γυλέψουν τούς στούς δρόμους. [71, 285, 254, 299]
doctor-ad-line: Δέχεται [769, 2386, 812, 2400]
kinisi-paragraph: —Η Άριστερή Παράταξη τών Μαγειρικών καλεί συγκέντρωση στίς 6½ σήμερα στό Ένωτικό Κέντρο. [71, 1475, 281, 1533]
cinema-listing: ΙΡΙΣ. «Δίς Ροκοκό». [71, 1903, 182, 1916]
serial-kicker: ΕΠΑΝΑΣΤΑΤΙΚΟ ΡΟΜΑΝΤΖΟ [494, 722, 684, 740]
satire-paragraph: — Τήν οίκογένεια; [907, 1090, 1016, 1105]
column-5 [894, 78, 1098, 1893]
lockout-paragraph: — Εύρηκα! Εύρηκα! Λόκ άουτ κύριε Πρύτανι.... Λόκ άουτ θά κηρύξομεν. [1108, 912, 1311, 956]
editor-line: «Ν. ΡΙΖΟΣΠΑΣΤΗΝ» Σταδίου 8 [83, 252, 269, 265]
serial-paragraph: — Άν πάρουμε ύπ' όψη μας τήν σημερινή κατάσταση τού στόλου, πρέπει ή διεύθυνση τού έπαναστατικού κινήματος νά συγκεντρωθεί στά χέρια μας. Πρέπει άπό τώρα νά ξέρουμε ποιοί είναι ικανοί γιά τήν πλήρη ίδρυση μιάς έπιτροπής έργοστασίων στά πλοία καί ποιοί όχι. Καί έπειτα νά άρχίσουμε εύθύς τήν έπιτροπή νά κάνει τή δουλειά της γιά όλα τά πλοία, άλλά χωρίς νά προδίδουμε τόν έαυτό μας ή τήν όργάνωσή μας στούς άλλους, πρίν φθάσει ή ώρα. [494, 2109, 684, 2339]
lottery-paragraph: Στήν τελευταία κλήρωση τού λαχείου (26-11-1933) κερδίζουν οί άριθμοί: [292, 1327, 482, 1370]
satire-paragraph: — Άδόλφτσο, σ' 'Α, τούς κατάρα μέχρι! [897, 756, 1095, 784]
